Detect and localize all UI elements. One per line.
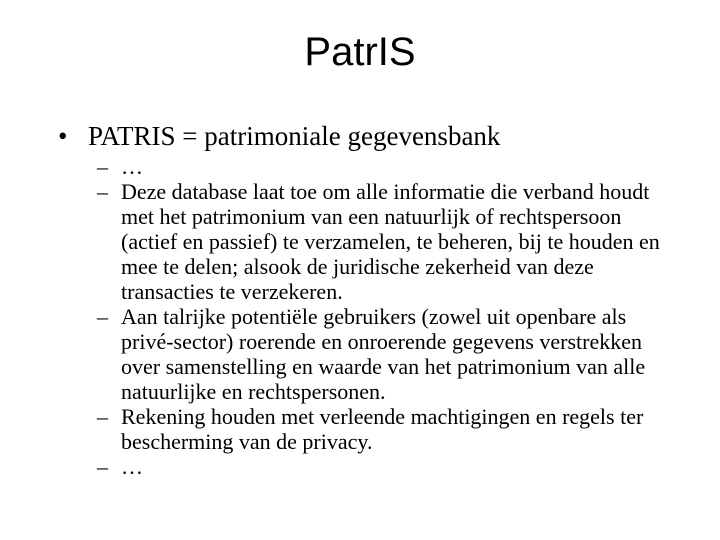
sub-bullet (97, 179, 681, 304)
slide-title: PatrIS (304, 30, 416, 74)
sub-bullet-text: Deze database laat toe om alle informatie die verband houdt met het patrimonium van een natuurlijk of rechtspersoon (actief en passief) te verzamelen, te beheren, bij te houden en mee te delen; alsook de juridische zekerheid van deze transacties te verzekeren. (121, 179, 660, 304)
sub-bullet (97, 154, 681, 179)
main-bullet (58, 120, 698, 152)
slide-body (58, 120, 698, 479)
main-bullet-text: PATRIS = patrimoniale gegevensbank (88, 121, 501, 151)
dash-icon: – (97, 179, 108, 204)
dash-icon: – (97, 404, 108, 429)
sub-bullet-text: Rekening houden met verleende machtigingen en regels ter bescherming van de privacy. (121, 404, 644, 454)
dash-icon: – (97, 304, 108, 329)
sub-bullet-text: … (121, 454, 143, 479)
sub-bullet-list (97, 154, 698, 479)
sub-bullet (97, 304, 681, 404)
sub-bullet-text: Aan talrijke potentiële gebruikers (zowel uit openbare als privé-sector) roerende en onroerende gegevens verstrekken over samenstelling en waarde van het patrimonium van alle natuurlijke en rechtspersonen. (121, 304, 646, 404)
sub-bullet-text: … (121, 154, 143, 179)
dash-icon: – (97, 154, 108, 179)
bullet-icon: • (58, 121, 68, 151)
sub-bullet (97, 404, 681, 454)
dash-icon: – (97, 454, 108, 479)
sub-bullet (97, 454, 681, 479)
